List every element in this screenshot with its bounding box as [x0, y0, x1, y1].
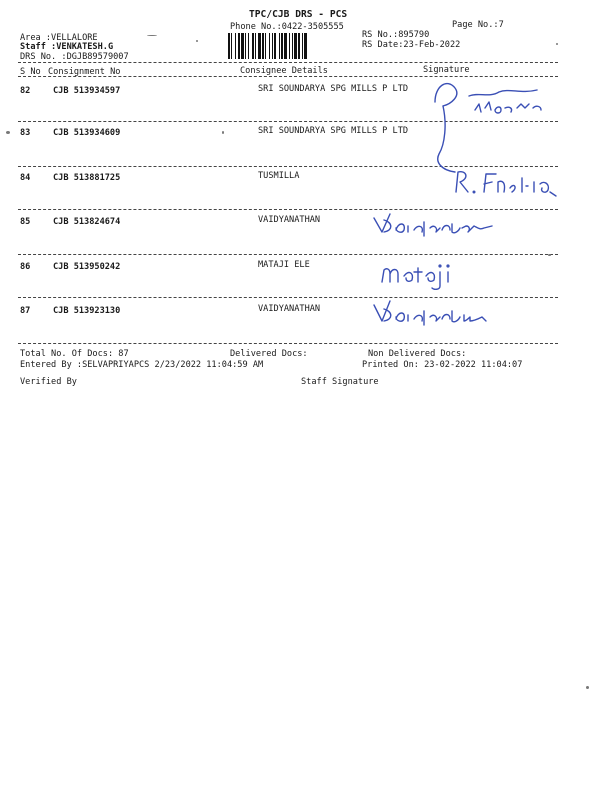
scan-speck — [556, 43, 558, 45]
signature-row-84 — [450, 166, 560, 202]
row-divider — [18, 254, 558, 255]
non-delivered-docs: Non Delivered Docs: — [368, 349, 467, 359]
scan-speck — [222, 131, 224, 134]
col-header-signature: Signature — [423, 65, 470, 75]
row-consignment: CJB 513881725 — [53, 173, 121, 183]
col-header-consignment: Consignment No — [48, 67, 121, 77]
row-consignment: CJB 513824674 — [53, 217, 121, 227]
delivered-docs: Delivered Docs: — [230, 349, 308, 359]
page-title: TPC/CJB DRS - PCS — [249, 9, 348, 20]
col-header-consignee: Consignee Details — [240, 66, 328, 76]
staff-signature-label: Staff Signature — [301, 377, 379, 387]
scan-speck — [147, 35, 157, 36]
row-consignment: CJB 513934597 — [53, 86, 121, 96]
scan-speck — [548, 254, 551, 256]
row-sno: 86 — [20, 262, 31, 272]
verified-by-label: Verified By — [20, 377, 77, 387]
scan-speck — [6, 131, 10, 134]
row-sno: 84 — [20, 173, 31, 183]
page-number: Page No.:7 — [452, 20, 504, 30]
row-sno: 83 — [20, 128, 31, 138]
staff-field: Staff :VENKATESH.G — [20, 42, 114, 52]
area-field: Area :VELLALORE — [20, 33, 98, 43]
rs-date: RS Date:23-Feb-2022 — [362, 40, 461, 50]
header-divider-top — [18, 62, 558, 63]
row-sno: 87 — [20, 306, 31, 316]
printed-on: Printed On: 23-02-2022 11:04:07 — [362, 360, 523, 370]
signature-row-85 — [370, 208, 520, 244]
row-sno: 82 — [20, 86, 31, 96]
scan-speck — [586, 686, 589, 689]
row-consignee: TUSMILLA — [258, 171, 300, 181]
total-docs: Total No. Of Docs: 87 — [20, 349, 129, 359]
row-consignee: VAIDYANATHAN — [258, 304, 321, 314]
rs-number: RS No.:895790 — [362, 30, 430, 40]
row-consignment: CJB 513950242 — [53, 262, 121, 272]
row-consignee: MATAJI ELE — [258, 260, 310, 270]
row-consignment: CJB 513923130 — [53, 306, 121, 316]
phone-number: Phone No.:0422-3505555 — [230, 22, 344, 32]
row-consignment: CJB 513934609 — [53, 128, 121, 138]
barcode-bar — [307, 33, 308, 59]
entered-by: Entered By :SELVAPRIYAPCS 2/23/2022 11:04:59 AM — [20, 360, 264, 370]
row-consignee: VAIDYANATHAN — [258, 215, 321, 225]
row-consignee: SRI SOUNDARYA SPG MILLS P LTD — [258, 126, 409, 136]
col-header-sno: S No — [20, 67, 41, 77]
signature-row-87 — [370, 297, 500, 333]
row-divider — [18, 343, 558, 344]
barcode — [228, 33, 353, 59]
drs-number: DRS No. :DGJB89579007 — [20, 52, 129, 62]
row-consignee: SRI SOUNDARYA SPG MILLS P LTD — [258, 84, 409, 94]
scan-speck — [196, 40, 198, 42]
row-sno: 85 — [20, 217, 31, 227]
signature-row-86 — [378, 256, 468, 292]
